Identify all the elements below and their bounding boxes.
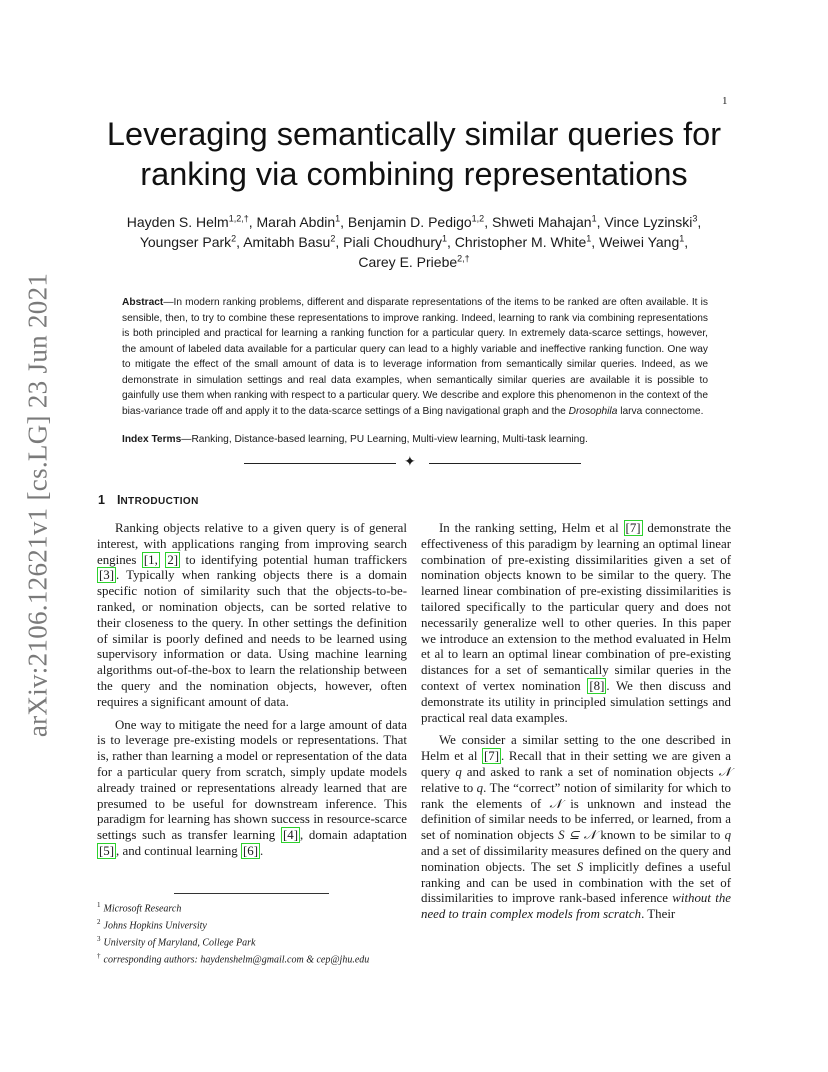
footnote-rule <box>174 893 329 894</box>
left-column <box>97 521 407 867</box>
section-title-rest: NTRODUCTION <box>120 496 199 507</box>
author-name: Carey E. Priebe <box>358 254 458 270</box>
right-column <box>421 521 731 930</box>
citation-link[interactable]: [7] <box>484 749 500 764</box>
title-line-1: Leveraging semantically similar queries for <box>106 116 722 152</box>
author-affiliation: 2,† <box>457 253 470 264</box>
footnote: $^1$ Microsoft Research <box>97 901 182 915</box>
author-affiliation: 1 <box>335 213 341 224</box>
footnote: $^2$ Johns Hopkins University <box>97 918 207 932</box>
paragraph: Ranking objects relative to a given query is of general interest, with applications ranging from improving search engines [1, 2] to identifying potential human traffickers [3] . Typically when ranking objects there is a domain specific notion of similarity such that the objects-to-be-ranked, or nomination objects, can be sorted relative to their closeness to the query. In other settings the definition of similar is poorly defined and needs to be learned using supervisory information or data. Using machine learning algorithms out-of-the-box to learn the relationship between the query and the nomination objects, however, often requires a significant amount of data. <box>97 521 407 709</box>
page-number: 1 <box>722 95 728 107</box>
author-line-1: Hayden S. Helm$^{1,2,\dagger}$, Marah Abdin$^1$, Benjamin D. Pedigo$^{1,2}$, Shweti Mahajan$^1$, Vince Lyzinski$^3$, <box>126 213 702 230</box>
citation-link[interactable]: [1, <box>143 552 158 567</box>
abstract-italic: Drosophila <box>568 405 618 417</box>
citation-link[interactable]: [8] <box>589 678 605 693</box>
author-affiliation: 2 <box>330 233 336 244</box>
section-number: 1 <box>98 493 105 507</box>
index-terms-text: —Ranking, Distance-based learning, PU Learning, Multi-view learning, Multi-task learning. <box>181 434 588 445</box>
citation-link[interactable]: [5] <box>99 843 115 858</box>
author-affiliation: 1 <box>591 213 597 224</box>
divider-line-right <box>429 463 581 464</box>
author-name: Marah Abdin <box>256 214 336 230</box>
index-terms-label: Index Terms <box>122 434 182 445</box>
author-line-2: Youngser Park$^2$, Amitabh Basu$^2$, Piali Choudhury$^1$, Christopher M. White$^1$, Weiwei Yang$^1$, <box>139 233 689 250</box>
author-affiliation: 2 <box>231 233 237 244</box>
section-title-initial: I <box>116 493 121 507</box>
index-terms <box>122 434 708 445</box>
footnote: † corresponding authors: haydenshelm@gmail.com & cep@jhu.edu <box>97 952 370 966</box>
paragraph: We consider a similar setting to the one described in Helm et al [7] . Recall that in their setting we are given a query q and asked to rank a set of nomination objects 𝒩 relative to q. The “correct” notion of similarity for which to rank the elements of 𝒩 is unknown and instead the definition of similar needs to be inferred, or learned, from a set of nomination objects S ⊆ 𝒩 known to be similar to q and a set of dissimilarity measures defined on the query and nomination objects. The set S implicitly defines a useful ranking and can be used in combination with the set of dissimilarities to improve rank-based inference without the need to train complex models from scratch. Their <box>421 733 732 922</box>
author-list <box>80 212 748 272</box>
author-affiliation: 1,2 <box>471 213 485 224</box>
abstract-text: —In modern ranking problems, different and disparate representations of the items to be ranked are often available. It is sensible, then, to try to combine these representations to improve ranking. Indeed, learning to rank via combining representations is both principled and practical for learning a ranking function for a particular query. In extremely data-scarce settings, however, the amount of labeled data available for a particular query can lead to a highly variable and ineffective ranking function. One way to mitigate the effect of the small amount of data is to leverage information from semantically similar queries. Indeed, as we demonstrate in simulation settings and real data examples, when semantically similar queries are available it is possible to gainfully use them when ranking with respect to a particular query. We describe and explore this phenomenon in the context of the bias-variance trade off and apply it to the data-scarce settings of a Bing navigational graph and the <box>122 297 708 417</box>
paragraph: One way to mitigate the need for a large amount of data is to leverage pre-existing models or representations. That is, rather than learning a model or representation of the data for a particular query from scratch, simply update models already trained or representations already learned that are presumed to be useful for downstream inference. This paradigm for learning has shown success in resource-scarce settings such as transfer learning [4] , domain adaptation [5] , and continual learning [6] . <box>97 717 407 858</box>
author-affiliation: 1 <box>586 233 592 244</box>
abstract <box>122 295 708 419</box>
citation-link[interactable]: [4] <box>282 828 298 843</box>
author-name: Christopher M. White <box>454 234 587 250</box>
author-name: Youngser Park <box>139 234 232 250</box>
title-line-2: ranking via combining representations <box>140 156 688 192</box>
author-affiliation: 1,2,† <box>228 213 249 224</box>
footnote: $^3$ University of Maryland, College Park <box>97 935 256 949</box>
divider-line-left <box>244 463 396 464</box>
section-divider <box>244 456 584 470</box>
author-affiliation: 1 <box>679 233 685 244</box>
citation-link[interactable]: [6] <box>242 843 258 858</box>
author-name: Piali Choudhury <box>343 234 442 250</box>
arxiv-stamp <box>16 272 60 738</box>
arxiv-stamp-text: arXiv:2106.12621v1 [cs.LG] 23 Jun 2021 <box>22 272 53 738</box>
citation-link[interactable]: [7] <box>625 521 641 535</box>
author-name: Weiwei Yang <box>599 234 680 250</box>
author-name: Vince Lyzinski <box>604 214 693 230</box>
footnotes <box>97 899 417 968</box>
citation-link[interactable]: [3] <box>99 568 115 583</box>
section-heading <box>98 493 199 507</box>
author-name: Benjamin D. Pedigo <box>347 214 472 230</box>
paragraph: In the ranking setting, Helm et al [7] demonstrate the effectiveness of this paradigm by learning an optimal linear combination of pre-existing dissimilarities given a set of nomination objects known to be similar to the query. The learned linear combination of pre-existing dissimilarities is tailored specifically to the particular query and does not necessarily generalize well to other queries. In this paper we introduce an extension to the method evaluated in Helm et al to learn an optimal linear combination of pre-existing distances for a set of semantically similar queries in the context of vertex nomination [8] . We then discuss and demonstrate its utility in principled simulation settings and practical real data examples. <box>421 521 731 725</box>
diamond-icon: ✦ <box>404 454 416 470</box>
paper-title <box>60 114 768 194</box>
abstract-text-end: larva connectome. <box>617 405 704 417</box>
author-line-3 <box>80 252 748 272</box>
abstract-label: Abstract <box>122 297 164 308</box>
author-name: Amitabh Basu <box>243 234 331 250</box>
author-affiliation: 3 <box>692 213 698 224</box>
citation-link[interactable]: 2] <box>167 552 179 567</box>
author-affiliation: 1 <box>442 233 448 244</box>
author-name: Shweti Mahajan <box>491 214 592 230</box>
author-name: Hayden S. Helm <box>126 214 229 230</box>
